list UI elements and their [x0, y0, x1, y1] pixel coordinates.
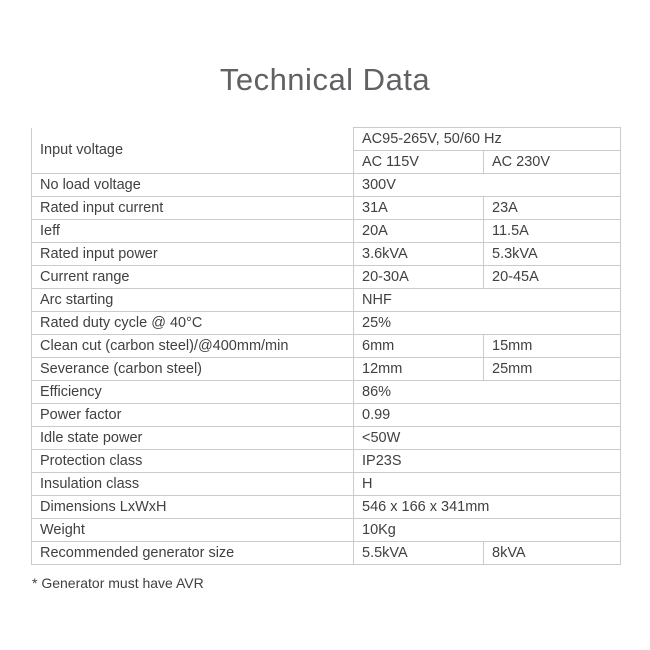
table-row [32, 519, 621, 542]
table-row [32, 197, 621, 220]
table-row [32, 289, 621, 312]
table-row [32, 450, 621, 473]
spec-label: Ieff [32, 220, 354, 243]
spec-label: Severance (carbon steel) [32, 358, 354, 381]
spec-label: Protection class [32, 450, 354, 473]
spec-value: 20-30A [354, 266, 484, 289]
spec-label: Rated duty cycle @ 40°C [32, 312, 354, 335]
table-row [32, 220, 621, 243]
table-header-row [32, 128, 621, 151]
spec-value: 31A [354, 197, 484, 220]
spec-label: Current range [32, 266, 354, 289]
spec-value: 25mm [484, 358, 621, 381]
spec-value: 0.99 [354, 404, 621, 427]
table-row [32, 542, 621, 565]
spec-value: H [354, 473, 621, 496]
table-row [32, 335, 621, 358]
spec-value: 10Kg [354, 519, 621, 542]
table-row [32, 312, 621, 335]
spec-label: Efficiency [32, 381, 354, 404]
spec-value: <50W [354, 427, 621, 450]
spec-label: Weight [32, 519, 354, 542]
table-row [32, 496, 621, 519]
spec-value: 8kVA [484, 542, 621, 565]
spec-value: 20A [354, 220, 484, 243]
spec-value: 300V [354, 174, 621, 197]
spec-label: Idle state power [32, 427, 354, 450]
spec-label: Rated input current [32, 197, 354, 220]
spec-label: Rated input power [32, 243, 354, 266]
spec-value: 23A [484, 197, 621, 220]
spec-value: 20-45A [484, 266, 621, 289]
spec-label: Dimensions LxWxH [32, 496, 354, 519]
spec-value: 6mm [354, 335, 484, 358]
spec-value: 12mm [354, 358, 484, 381]
spec-label: Arc starting [32, 289, 354, 312]
spec-value: 5.3kVA [484, 243, 621, 266]
spec-col-header: AC 115V [354, 151, 484, 174]
spec-label: No load voltage [32, 174, 354, 197]
table-row [32, 266, 621, 289]
spec-value: NHF [354, 289, 621, 312]
spec-value: 11.5A [484, 220, 621, 243]
technical-data-table [31, 127, 621, 565]
generator-footnote: * Generator must have AVR [32, 575, 204, 591]
spec-value: 5.5kVA [354, 542, 484, 565]
table-row [32, 381, 621, 404]
spec-value: 3.6kVA [354, 243, 484, 266]
spec-value: 86% [354, 381, 621, 404]
table-row [32, 404, 621, 427]
spec-value: 25% [354, 312, 621, 335]
spec-label: Clean cut (carbon steel)/@400mm/min [32, 335, 354, 358]
table-row [32, 243, 621, 266]
table-row [32, 174, 621, 197]
spec-value: 15mm [484, 335, 621, 358]
spec-label: Recommended generator size [32, 542, 354, 565]
spec-col-header: AC 230V [484, 151, 621, 174]
spec-value: 546 x 166 x 341mm [354, 496, 621, 519]
spec-value: AC95-265V, 50/60 Hz [354, 128, 621, 151]
spec-label: Insulation class [32, 473, 354, 496]
technical-data-table-body [32, 128, 621, 565]
page-title: Technical Data [219, 62, 431, 97]
table-row [32, 358, 621, 381]
spec-label: Power factor [32, 404, 354, 427]
spec-value: IP23S [354, 450, 621, 473]
table-row [32, 473, 621, 496]
spec-label: Input voltage [32, 128, 354, 174]
table-row [32, 427, 621, 450]
